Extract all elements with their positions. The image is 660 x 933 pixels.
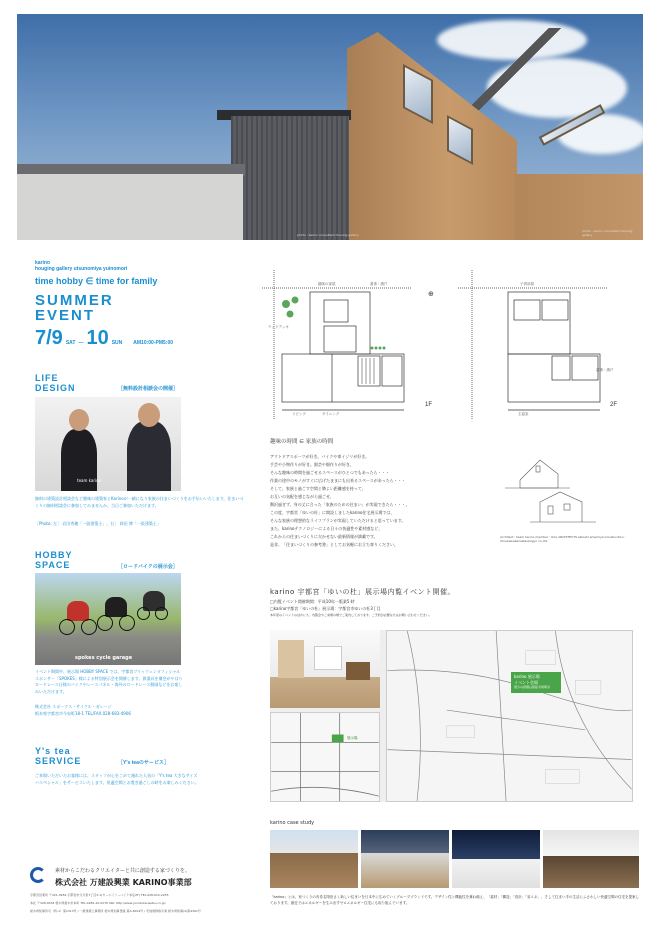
person [127,421,171,491]
concept-line: 作業の途中のモノがすぐに広げたままにも出来るスペースがあったら・・・ [270,478,406,483]
furniture [346,662,370,680]
concept-line: そんな家族の理想的なライフプランが実現していただけると思っています。 [270,518,406,523]
hobby-space-shop: 株式会社 スポークス・サイクル・ガレージ [35,704,112,709]
plan-room-label: 書斎・納戸 [370,282,388,286]
concept-heading: 趣味の時間 ∈ 家族の時間 [270,439,334,445]
footer-slogan: 素材からこだわるクリエイターと共に創造する家づくりを。 [55,868,190,874]
photo-label: spokes cycle garage [75,655,133,661]
callout-line: イベント会場 [514,679,538,685]
window [314,646,342,670]
architect-credit: Architect : team karino member・UGL ARCHITECTS satoshi amemiya Construction : Yonezawakensetsukogyo co.,ltd. [500,535,626,543]
ys-tea-body: ご来場いただいたお客様には、スタッフが心をこめて淹れた人気の「Y's tea 大きなサイズハスペシャル」をサービスいたします。快適空間とお寛ぎ過ごしの時をお楽しみください。 [35,773,199,785]
interior-photo [270,630,380,708]
person-head [69,409,89,431]
metal-siding-volume [231,116,349,240]
concept-line: 手芸や小物作りが好き。園芸や畑作りが好き。 [270,462,354,467]
exhibition-note: 本年度のイベントのほかにも、内覧会やご来場の場でご案内しております。ご予約が必要な方はお問い合わせください。 [270,613,432,617]
exhibition-title: karino 宇都宮「ゆいの杜」展示場内覧イベント開催。 [270,588,455,596]
company-logo-icon [30,867,46,883]
hobby-space-heading [35,550,73,570]
concept-line: これからの住まいづくりに欠かせない最新情報が満載です。 [270,534,378,539]
kicker-line: houging gallery utsunomiya yuinomori [35,266,128,272]
footer-company: 株式会社 万建設興業 KARINO事業部 [55,878,192,887]
date-end: 10 [86,327,109,349]
event-dates [35,327,173,350]
heading-line: SERVICE [35,756,82,766]
bike-wheel [137,607,150,620]
date-start-day: SAT [65,340,76,346]
case-study-label: karino case study [270,820,315,826]
cyclist [67,601,89,621]
concept-line: そんな趣味の時間を過ごせるスペースがひとつでもあったら・・・ [270,470,390,475]
footer-address: 宇都宮営業所 〒321-0954 宇都宮市元今泉7丁目3-1(カーエイソーバイク本店2F) TEL.028-612-2255 [30,893,169,897]
heading-line: LIFE [35,373,59,383]
heading-line: HOBBY [35,550,73,560]
case-study-photo [543,830,639,888]
bike-wheel [81,619,97,635]
plan-room-label: 子供部屋 [520,282,534,286]
concept-line: また、karinoテクノロジーによる日々の快適性や素材感など、 [270,526,383,531]
footer-address-2: 本社 〒328-0034 栃木県栃木市本町 TEL.0282-20-0276 URL http://www.yorozukensetsu.co.jp/ [30,901,166,905]
plan-room-label: 主寝室 [518,412,529,416]
life-design-subheading: ［無料設計相談会の開催］ [118,386,179,392]
exhibition-location: □karino宇都宮「ゆいの杜」展示場：宇都宮市ゆいの杜3丁目 [270,606,381,611]
case-study-photo [361,830,449,888]
title-line: EVENT [35,307,96,324]
event-tagline: time hobby ∈ time for family [35,276,158,286]
concept-line: 贅沢過ぎず、身の丈に合った「家族のための住まい」が実現できたら・・・。 [270,502,410,507]
life-design-credit: ［Photo: 左］ 岩田秀穂「一級建築士」、右］ 岡田 博「一級建築士」 [35,521,161,526]
title-line: SUMMER [35,292,114,309]
cyclists-photo [35,573,181,665]
garage-wall [17,174,243,240]
concept-body [270,453,490,549]
photo-label: team karino [77,478,102,483]
minimap-marker: 展示場 [347,736,358,740]
bike-wheel [59,619,75,635]
heading-line: DESIGN [35,383,76,393]
plan-room-label: リビング [292,412,306,416]
concept-line: 是非、「住まいづくりの参考書」としてお気軽にお立ち寄りください。 [270,542,398,547]
team-photo [35,397,181,491]
area-map [386,630,633,802]
hobby-space-body: イベント期間中、展示場 HOBBY SPACE では、宇都宮ブリッツェンオフィシャルスポンサー「SPOKES」様による特別展示会を開催します。資器具を備会がやはりロードレース仕様のバイクやレースパネル・海外のロードレース動画などをお楽しみいただけます。 [35,669,183,694]
footer-licence: 栃木県知事許可（特-1）第1313号 / 一級建築士事務所 栃木県知事登録 第A-3004号 / 宅地建物取引業 栃木県知事(2)第4361号 [30,909,201,913]
date-end-day: SUN [111,340,123,346]
elevation-drawings [500,440,640,532]
event-hours: AM10:00-PM5:00 [133,340,174,346]
bike-wheel [97,615,113,631]
bike-wheel [155,607,168,620]
plan-room-label: ダイニング [322,412,340,416]
ys-tea-heading [35,746,81,766]
life-design-body: 無料の建築設計相談会など趣味の建築家とKarinoが一緒になり家族の住まいづくりをお手伝いいたします。住まいづくりの無料相談会に参加してみませんか。当日ご参加いただけます。 [35,496,244,508]
photo-credit: photo : karino consultant housing gallery [582,229,633,237]
shelf [278,640,304,678]
date-separator: — [78,340,84,346]
venue-callout [511,672,561,693]
case-study-photo [270,830,358,888]
heading-line: Y's tea [35,746,71,756]
exhibition-period: □内覧イベント開催期間：平成10年一版業5 時 [270,599,355,604]
access-minimap [270,712,380,802]
floor-2f-label: 2F [610,402,618,408]
callout-line: karino 展示場 [514,674,540,679]
plan-room-label: 趣味の部屋 [318,282,336,286]
cyclist [105,597,127,617]
floor-1f-label: 1F [425,402,433,408]
floor-plan-1f [262,270,412,420]
concept-line: アウトドアスポーツが好き。バイクや車イジリが好き。 [270,454,370,459]
hero-photo [17,14,643,240]
plan-room-label: 書斎・納戸 [596,368,614,372]
hobby-space-address: 栃木県宇都宮市今泉町18-1 TEL/FAX.028-683-4906 [35,711,131,716]
case-study-photo [452,830,540,888]
concept-line: お互いの気配を感じながら過ごせ、 [270,494,334,499]
person-head [138,403,160,427]
kicker-line: karino [35,260,51,266]
north-arrow-icon: ⊕ [428,290,434,298]
bike-wheel [119,615,135,631]
hobby-space-subheading: ［ロードバイクの展示会］ [118,564,178,570]
photo-credit: photo : karino consultant housing gallery [297,233,359,237]
date-start: 7/9 [35,327,63,349]
callout-line: 展示の詳細は富能寺建築寺 [514,685,551,689]
plan-room-label: ウッドデッキ [268,325,289,329]
ys-tea-subheading: ［Y's teaのサービス］ [118,760,169,766]
life-design-heading [35,373,76,393]
event-title [35,293,114,323]
concept-line: この度、宇都宮「ゆいの杜」に開設しましたkarino住宅展示場では、 [270,510,395,515]
heading-line: SPACE [35,560,71,570]
case-study-text: 「karino」とは、家づくりの有希名岡田さく新しい住まいを日本中に広めていくグループブランドです。デザイン性と機能性を兼ね備え、「素材」「構造」「設計」「省エネ」、そして住まい手の生活にふさわしい快適空間の住宅を提案しております。最近ではエネルギーを生み出すゼロエネルギー住宅にも取り組んでいます。 [270,895,640,905]
event-kicker [35,260,127,272]
floor-plan-2f [458,270,608,420]
concept-line: そして、家族と過ごす空間と隣よい距離感を持って、 [270,486,366,491]
